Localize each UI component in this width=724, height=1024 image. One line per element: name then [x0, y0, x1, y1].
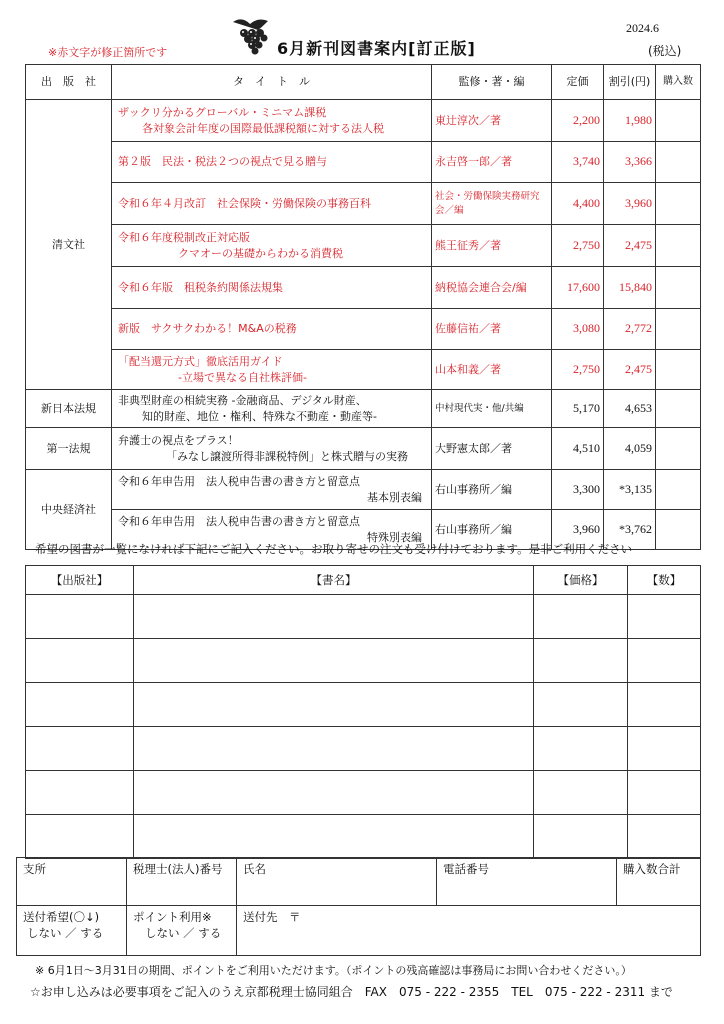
- name-label: 氏名: [243, 862, 266, 876]
- quantity-input-cell[interactable]: [656, 350, 701, 390]
- request-publisher-input[interactable]: [26, 771, 134, 815]
- table-row: [26, 225, 701, 267]
- author-cell: 大野憲太郎／著: [432, 428, 552, 470]
- column-header-quantity: 購入数: [656, 65, 701, 100]
- discount-cell: 2,475: [604, 225, 656, 267]
- correction-note: ※赤文字が修正箇所です: [48, 46, 168, 59]
- point-options: しない ／ する: [145, 926, 222, 940]
- price-cell: 3,300: [552, 470, 604, 510]
- page-title: 6月新刊図書案内[訂正版]: [277, 39, 476, 58]
- column-header-title: タ イ ト ル: [112, 65, 432, 100]
- discount-cell: 15,840: [604, 267, 656, 309]
- request-row: [26, 595, 701, 639]
- issue-date: 2024.6: [626, 21, 659, 35]
- price-cell: 17,600: [552, 267, 604, 309]
- request-row: [26, 683, 701, 727]
- quantity-input-cell[interactable]: [656, 390, 701, 428]
- discount-cell: 4,653: [604, 390, 656, 428]
- title-line: 非典型財産の相続実務 -金融商品、デジタル財産、: [118, 393, 367, 407]
- request-publisher-input[interactable]: [26, 727, 134, 771]
- request-row: [26, 727, 701, 771]
- author-cell: 熊王征秀／著: [432, 225, 552, 267]
- address-field[interactable]: [237, 906, 701, 956]
- table-row: [26, 183, 701, 225]
- total-field[interactable]: [617, 858, 701, 906]
- price-cell: 3,960: [552, 510, 604, 550]
- request-header-price: 【価格】: [534, 566, 628, 595]
- title-line: 令和６年申告用 法人税申告書の書き方と留意点: [118, 474, 360, 488]
- table-row: [26, 350, 701, 390]
- author-cell: 山本和義／著: [432, 350, 552, 390]
- delivery-label: 送付希望(〇↓): [23, 910, 100, 924]
- book-title: 令和６年４月改訂 社会保険・労働保険の事務百科: [112, 183, 432, 225]
- request-title-input[interactable]: [134, 639, 534, 683]
- request-title-input[interactable]: [134, 727, 534, 771]
- request-title-input[interactable]: [134, 815, 534, 859]
- book-title: [112, 225, 432, 267]
- book-list-table: [25, 64, 701, 550]
- request-row: [26, 771, 701, 815]
- table-row: [26, 390, 701, 428]
- discount-cell: 1,980: [604, 100, 656, 142]
- title-line: 知的財産、地位・権利、特殊な不動産・動産等-: [142, 409, 377, 423]
- table-row: [26, 142, 701, 183]
- quantity-input-cell[interactable]: [656, 183, 701, 225]
- author-cell: 右山事務所／編: [432, 470, 552, 510]
- discount-cell: 4,059: [604, 428, 656, 470]
- phone-label: 電話番号: [443, 862, 489, 876]
- delivery-options: しない ／ する: [27, 926, 104, 940]
- table-row: [26, 470, 701, 510]
- price-cell: 4,510: [552, 428, 604, 470]
- price-cell: 3,080: [552, 309, 604, 350]
- title-line: 令和６年申告用 法人税申告書の書き方と留意点: [118, 514, 360, 528]
- request-quantity-input[interactable]: [628, 639, 701, 683]
- author-cell: 永吉啓一郎／著: [432, 142, 552, 183]
- phone-field[interactable]: [437, 858, 617, 906]
- author-cell: 佐藤信祐／著: [432, 309, 552, 350]
- publisher-cell: 清文社: [26, 100, 112, 390]
- name-field[interactable]: [237, 858, 437, 906]
- request-header-quantity: 【数】: [628, 566, 701, 595]
- quantity-input-cell[interactable]: [656, 470, 701, 510]
- book-title: [112, 428, 432, 470]
- book-title: 第２版 民法・税法２つの視点で見る贈与: [112, 142, 432, 183]
- price-cell: 5,170: [552, 390, 604, 428]
- author-cell: 中村現代実・他/共編: [432, 390, 552, 428]
- title-line: ザックリ分かるグローバル・ミニマム課税: [118, 105, 327, 119]
- request-intro-text: 希望の図書が一覧になければ下記にご記入ください。お取り寄せの注文も受け付けております。是非ご利用ください: [35, 542, 633, 556]
- column-header-author: 監修・著・編: [432, 65, 552, 100]
- price-cell: 2,200: [552, 100, 604, 142]
- discount-cell: *3,762: [604, 510, 656, 550]
- request-price-input[interactable]: [534, 771, 628, 815]
- request-quantity-input[interactable]: [628, 771, 701, 815]
- publisher-cell: 新日本法規: [26, 390, 112, 428]
- author-cell: 右山事務所／編: [432, 510, 552, 550]
- branch-label: 支所: [23, 862, 46, 876]
- request-publisher-input[interactable]: [26, 815, 134, 859]
- request-quantity-input[interactable]: [628, 683, 701, 727]
- book-title: [112, 100, 432, 142]
- quantity-input-cell[interactable]: [656, 510, 701, 550]
- address-label: 送付先 〒: [243, 910, 301, 924]
- column-header-price: 定価: [552, 65, 604, 100]
- contact-note: ☆お申し込みは必要事項をご記入のうえ京都税理士協同組合 FAX 075 - 222 - 2355 TEL 075 - 222 - 2311 まで: [30, 985, 673, 999]
- title-line: 「みなし譲渡所得非課税特例」と株式贈与の実務: [166, 449, 408, 463]
- request-price-input[interactable]: [534, 595, 628, 639]
- title-line: 弁護士の視点をプラス！: [118, 433, 239, 447]
- request-header-publisher: 【出版社】: [26, 566, 134, 595]
- title-line: クマオーの基礎からわかる消費税: [178, 246, 343, 260]
- request-row: [26, 639, 701, 683]
- author-cell: 東辻淳次／著: [432, 100, 552, 142]
- title-line: 基本別表編: [367, 490, 422, 504]
- request-title-input[interactable]: [134, 683, 534, 727]
- title-line: -立場で異なる自社株評価-: [178, 370, 307, 384]
- book-title: [112, 350, 432, 390]
- book-title: [112, 470, 432, 510]
- request-quantity-input[interactable]: [628, 815, 701, 859]
- request-publisher-input[interactable]: [26, 639, 134, 683]
- request-quantity-input[interactable]: [628, 595, 701, 639]
- total-label: 購入数合計: [623, 862, 681, 876]
- point-choice-field[interactable]: [127, 906, 237, 956]
- order-form-table: [16, 857, 701, 956]
- table-row: [26, 309, 701, 350]
- request-publisher-input[interactable]: [26, 683, 134, 727]
- branch-field[interactable]: [17, 858, 127, 906]
- title-line: 令和６年度税制改正対応版: [118, 230, 250, 244]
- price-cell: 3,740: [552, 142, 604, 183]
- quantity-input-cell[interactable]: [656, 428, 701, 470]
- discount-cell: 2,772: [604, 309, 656, 350]
- discount-cell: 3,960: [604, 183, 656, 225]
- request-header-title: 【書名】: [134, 566, 534, 595]
- table-header-row: [26, 65, 701, 100]
- publisher-cell: 第一法規: [26, 428, 112, 470]
- point-period-note: ※ 6月1日～3月31日の期間、ポイントをご利用いただけます。（ポイントの残高確認は事務局にお問い合わせください。）: [35, 964, 632, 977]
- table-row: [26, 100, 701, 142]
- quantity-input-cell[interactable]: [656, 309, 701, 350]
- publisher-cell: 中央経済社: [26, 470, 112, 550]
- discount-cell: 2,475: [604, 350, 656, 390]
- quantity-input-cell[interactable]: [656, 267, 701, 309]
- delivery-choice-field[interactable]: [17, 906, 127, 956]
- request-quantity-input[interactable]: [628, 727, 701, 771]
- request-price-input[interactable]: [534, 683, 628, 727]
- grape-logo-icon: [228, 16, 274, 56]
- title-line: 各対象会計年度の国際最低課税額に対する法人税: [142, 121, 384, 135]
- discount-cell: *3,135: [604, 470, 656, 510]
- quantity-input-cell[interactable]: [656, 142, 701, 183]
- request-publisher-input[interactable]: [26, 595, 134, 639]
- request-title-input[interactable]: [134, 771, 534, 815]
- book-title: 新版 サクサクわかる！M&Aの税務: [112, 309, 432, 350]
- book-title: [112, 390, 432, 428]
- tax-id-field[interactable]: [127, 858, 237, 906]
- request-price-input[interactable]: [534, 639, 628, 683]
- order-form-row: [17, 858, 701, 906]
- quantity-input-cell[interactable]: [656, 100, 701, 142]
- request-price-input[interactable]: [534, 815, 628, 859]
- request-title-input[interactable]: [134, 595, 534, 639]
- price-cell: 4,400: [552, 183, 604, 225]
- title-line: 特殊別表編: [367, 530, 422, 544]
- column-header-discount: 割引(円): [604, 65, 656, 100]
- request-row: [26, 815, 701, 859]
- request-price-input[interactable]: [534, 727, 628, 771]
- order-form-row: [17, 906, 701, 956]
- title-line: 「配当還元方式」徹底活用ガイド: [118, 354, 283, 368]
- request-table: [25, 565, 701, 859]
- column-header-publisher: 出 版 社: [26, 65, 112, 100]
- table-row: [26, 267, 701, 309]
- price-cell: 2,750: [552, 350, 604, 390]
- tax-id-label: 税理士(法人)番号: [133, 862, 223, 876]
- request-header-row: [26, 566, 701, 595]
- point-label: ポイント利用※: [133, 910, 212, 924]
- author-cell: 社会・労働保険実務研究会／編: [432, 183, 552, 225]
- book-title: 令和６年版 租税条約関係法規集: [112, 267, 432, 309]
- tax-included-note: (税込): [648, 44, 682, 58]
- quantity-input-cell[interactable]: [656, 225, 701, 267]
- table-row: [26, 428, 701, 470]
- price-cell: 2,750: [552, 225, 604, 267]
- author-cell: 納税協会連合会/編: [432, 267, 552, 309]
- discount-cell: 3,366: [604, 142, 656, 183]
